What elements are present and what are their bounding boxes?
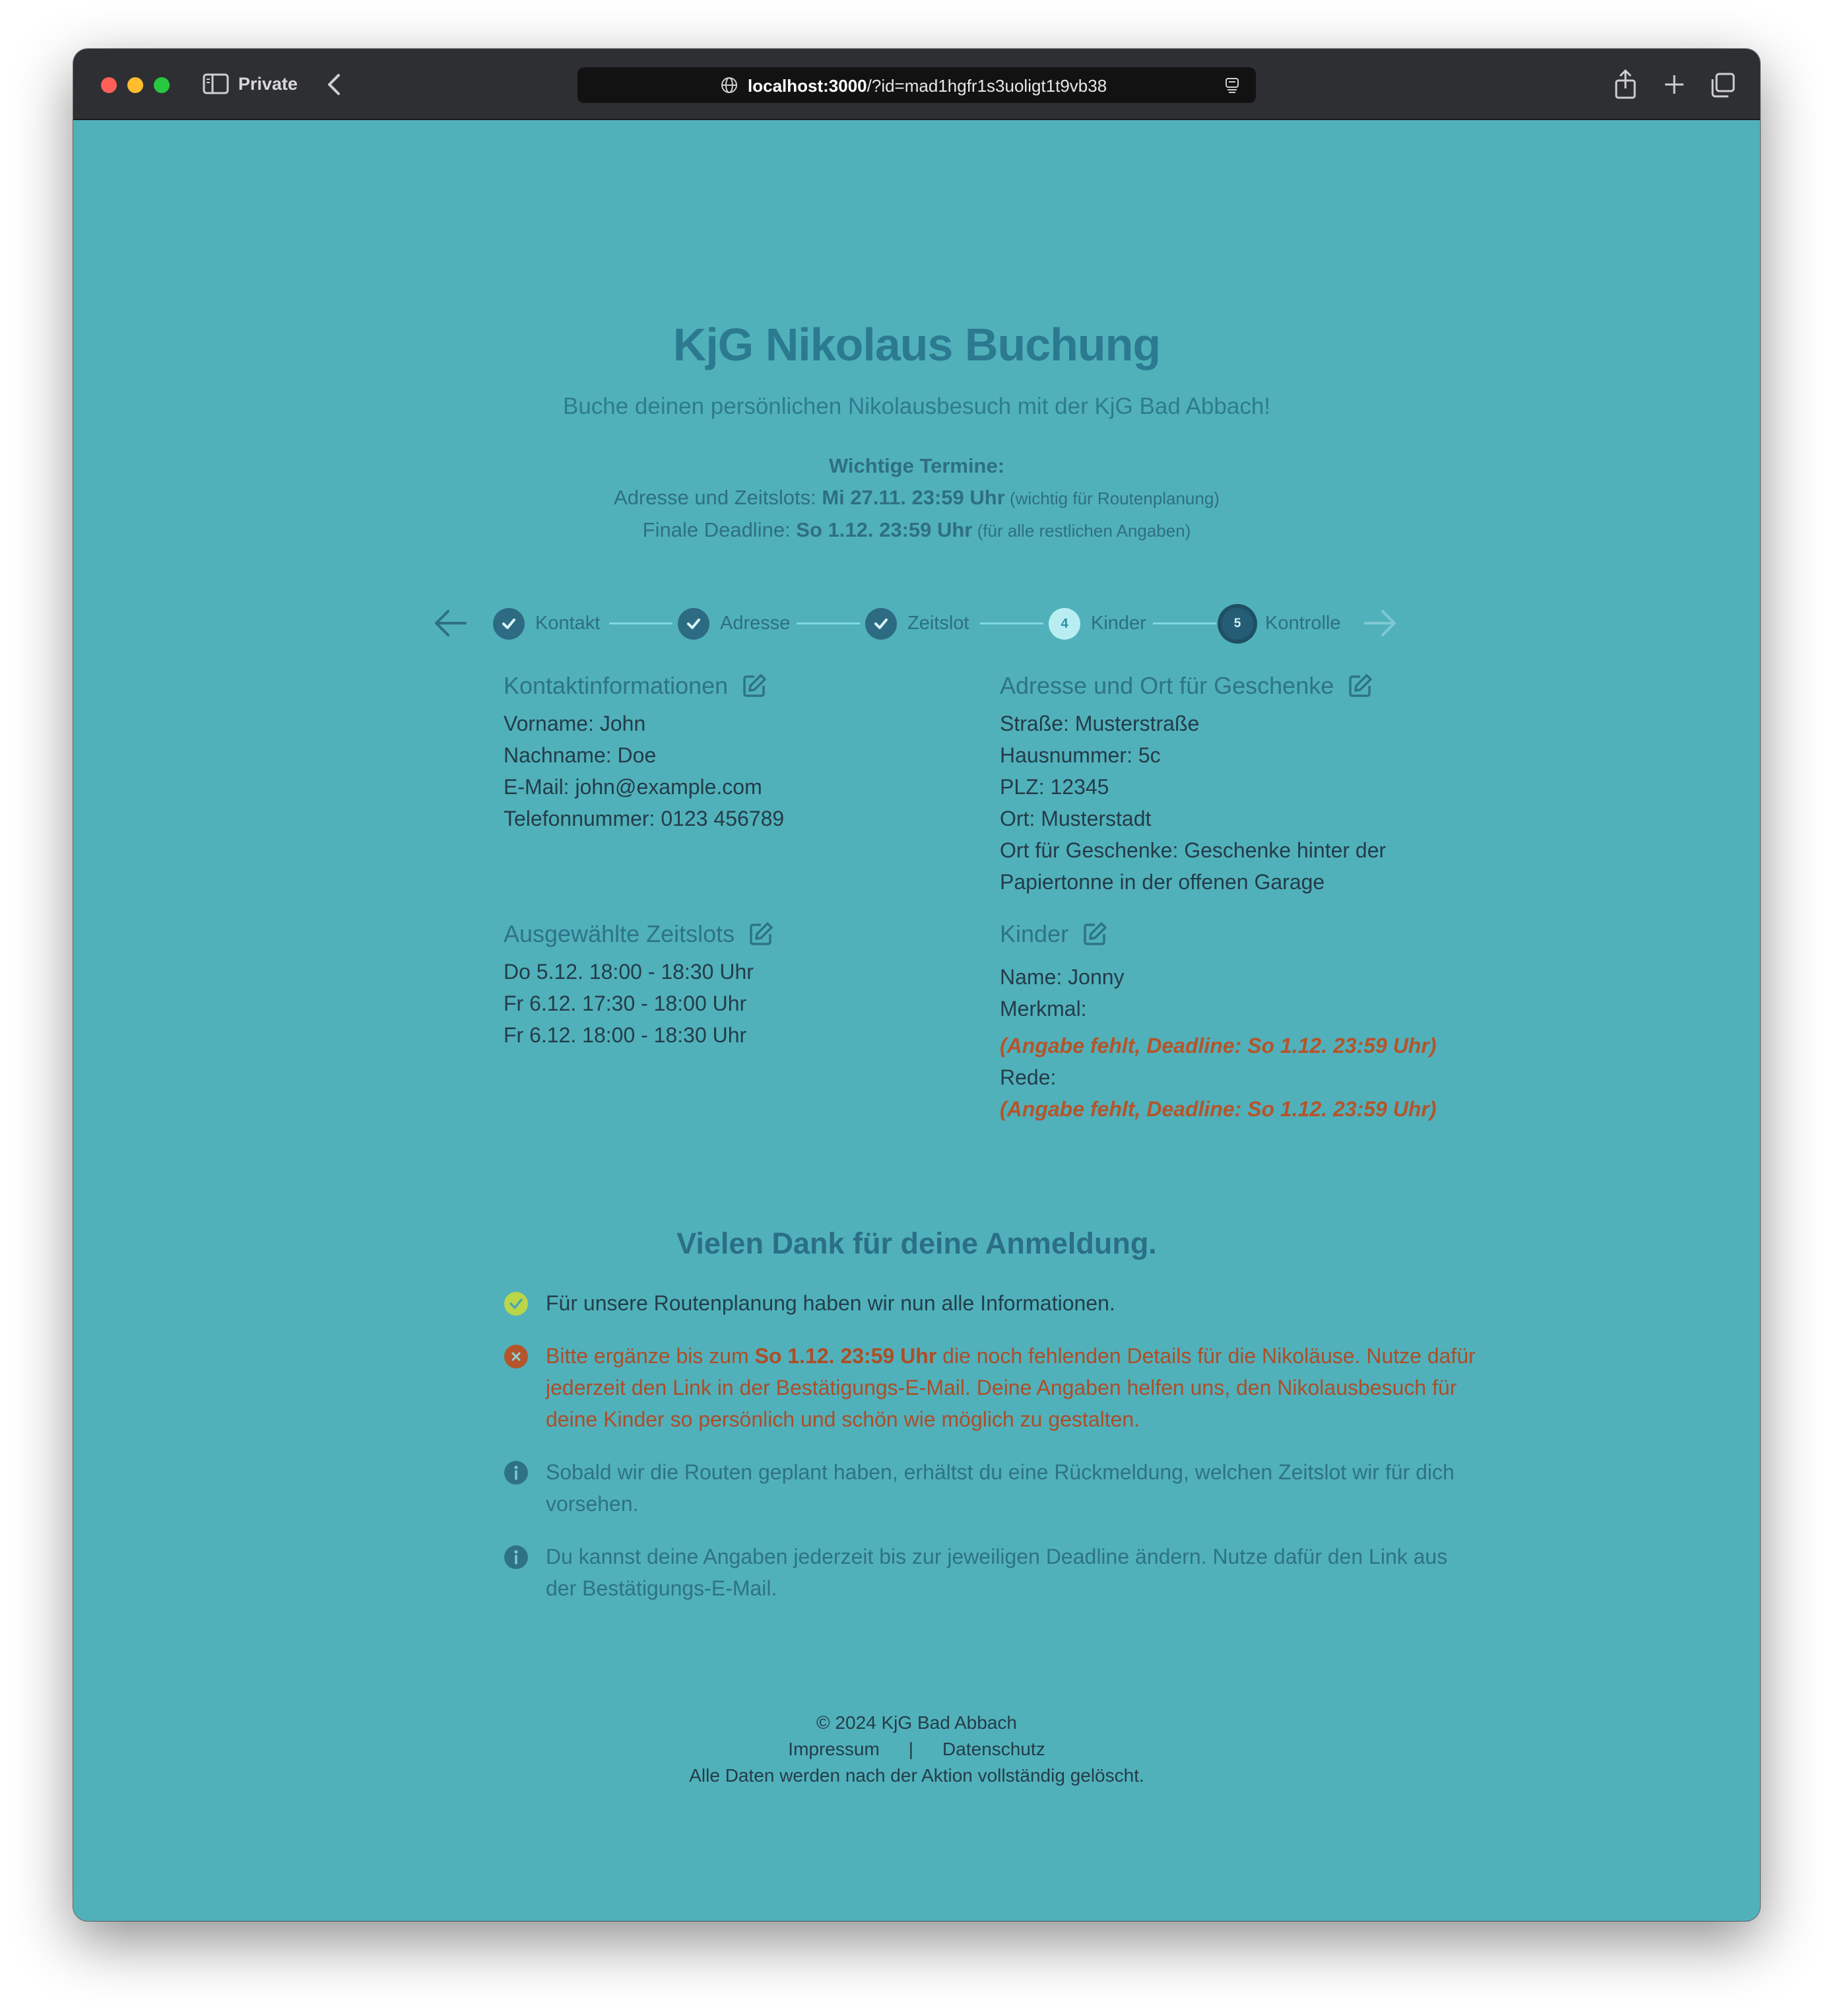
address-street: Straße: Musterstraße <box>1000 712 1200 735</box>
edit-icon[interactable] <box>741 673 768 699</box>
timeslots-section-title <box>504 920 774 948</box>
date2-note: (für alle restlichen Angaben) <box>972 521 1191 541</box>
browser-window <box>73 49 1760 1921</box>
child-rede-missing: (Angabe fehlt, Deadline: So 1.12. 23:59 Uhr) <box>1000 1097 1437 1121</box>
info-circle-icon <box>504 1545 529 1570</box>
step-zeitslot-check-icon[interactable] <box>865 608 897 640</box>
address-title-text: Adresse und Ort für Geschenke <box>1000 672 1334 699</box>
check-circle-icon <box>504 1291 529 1316</box>
page-title: KjG Nikolaus Buchung <box>672 319 1161 370</box>
success-note <box>504 1287 1480 1319</box>
contact-title-text: Kontaktinformationen <box>504 672 729 699</box>
step-zeitslot-label[interactable]: Zeitslot <box>907 613 969 634</box>
children-section-title <box>1000 920 1108 948</box>
step-connector <box>609 622 672 624</box>
child-merkmal-label: Merkmal: <box>1000 997 1087 1021</box>
error-circle-icon <box>504 1344 529 1369</box>
important-dates <box>73 450 1760 547</box>
warning-text-post: die noch fehlenden Details für die Nikoläuse. Nutze dafür jederzeit den Link in der Bestätigungs-E-Mail. Deine Angaben helfen uns, den Nikolausbesuch für deine Kinder so persönlich und schön wie möglich zu gestalten. <box>546 1344 1476 1431</box>
address-gift-location: Ort für Geschenke: Geschenke hinter der <box>1000 838 1387 862</box>
info-note <box>504 1456 1480 1520</box>
info-note-text: Sobald wir die Routen geplant haben, erhältst du eine Rückmeldung, welchen Zeitslot wir für dich vorsehen. <box>546 1460 1455 1516</box>
info-circle-icon <box>504 1460 529 1485</box>
timeslot-item: Fr 6.12. 18:00 - 18:30 Uhr <box>504 1023 747 1047</box>
date2-value: So 1.12. 23:59 Uhr <box>796 518 973 541</box>
address-housenumber: Hausnummer: 5c <box>1000 743 1161 767</box>
edit-icon[interactable] <box>748 921 774 947</box>
zoom-window-button[interactable] <box>154 77 170 93</box>
contact-nachname: Nachname: Doe <box>504 743 657 767</box>
timeslot-item: Do 5.12. 18:00 - 18:30 Uhr <box>504 960 754 984</box>
step-adresse-label[interactable]: Adresse <box>720 613 791 634</box>
step-kinder-label[interactable]: Kinder <box>1091 613 1146 634</box>
child-merkmal-missing: (Angabe fehlt, Deadline: So 1.12. 23:59 Uhr) <box>1000 1034 1437 1058</box>
children-title-text: Kinder <box>1000 920 1069 947</box>
step-connector <box>797 622 860 624</box>
browser-titlebar <box>73 49 1760 120</box>
footer-separator: | <box>908 1739 914 1759</box>
url-text <box>748 76 1107 96</box>
url-host: localhost:3000 <box>748 76 867 96</box>
footer-links <box>73 1736 1760 1763</box>
date1-label: Adresse und Zeitslots: <box>614 486 822 509</box>
confirmation-title: Vielen Dank für deine Anmeldung. <box>676 1226 1157 1260</box>
dates-heading: Wichtige Termine: <box>828 454 1005 477</box>
contact-vorname: Vorname: John <box>504 712 646 735</box>
address-zip: PLZ: 12345 <box>1000 775 1109 799</box>
step-kinder-number[interactable]: 4 <box>1049 608 1080 640</box>
contact-section-title <box>504 672 768 700</box>
date-line-2 <box>73 514 1760 547</box>
warning-note-text <box>546 1340 1480 1435</box>
child-rede-label: Rede: <box>1000 1065 1057 1089</box>
private-label: Private <box>238 74 298 94</box>
contact-email: E-Mail: john@example.com <box>504 775 762 799</box>
step-adresse-check-icon[interactable] <box>678 608 709 640</box>
share-icon[interactable] <box>1611 69 1640 100</box>
previous-step-arrow-icon[interactable] <box>432 609 469 638</box>
step-connector <box>1153 622 1216 624</box>
next-step-arrow-icon[interactable] <box>1361 609 1398 638</box>
step-kontrolle-number[interactable]: 5 <box>1222 608 1253 640</box>
address-bar[interactable] <box>577 67 1256 103</box>
footer-copyright: © 2024 KjG Bad Abbach <box>816 1712 1017 1733</box>
warning-note <box>504 1340 1480 1435</box>
address-section-title <box>1000 672 1373 700</box>
tab-overview-icon[interactable] <box>1709 69 1738 100</box>
datenschutz-link[interactable]: Datenschutz <box>942 1739 1045 1759</box>
timeslots-title-text: Ausgewählte Zeitslots <box>504 920 735 947</box>
globe-icon <box>720 76 738 94</box>
success-note-text: Für unsere Routenplanung haben wir nun alle Informationen. <box>546 1291 1115 1315</box>
info-note-text: Du kannst deine Angaben jederzeit bis zur jeweiligen Deadline ändern. Nutze dafür den Link aus der Bestätigungs-E-Mail. <box>546 1545 1448 1600</box>
date1-value: Mi 27.11. 23:59 Uhr <box>822 486 1005 509</box>
edit-icon[interactable] <box>1082 921 1108 947</box>
child-name: Name: Jonny <box>1000 965 1125 989</box>
page-content <box>73 120 1760 1921</box>
new-tab-icon[interactable] <box>1660 69 1689 100</box>
reader-icon[interactable] <box>1223 76 1241 94</box>
impressum-link[interactable]: Impressum <box>788 1739 880 1759</box>
back-icon[interactable] <box>324 71 344 98</box>
date1-note: (wichtig für Routenplanung) <box>1004 488 1220 508</box>
page-footer <box>73 1710 1760 1789</box>
warning-deadline: So 1.12. 23:59 Uhr <box>754 1344 937 1368</box>
close-window-button[interactable] <box>101 77 117 93</box>
date-line-1 <box>73 482 1760 514</box>
step-kontakt-check-icon[interactable] <box>493 608 525 640</box>
info-note <box>504 1541 1480 1604</box>
contact-phone: Telefonnummer: 0123 456789 <box>504 807 785 830</box>
step-kontakt-label[interactable]: Kontakt <box>535 613 601 634</box>
timeslot-item: Fr 6.12. 17:30 - 18:00 Uhr <box>504 991 747 1015</box>
page-subtitle: Buche deinen persönlichen Nikolausbesuch mit der KjG Bad Abbach! <box>562 393 1271 419</box>
url-path: /?id=mad1hgfr1s3uoligt1t9vb38 <box>867 76 1107 96</box>
address-city: Ort: Musterstadt <box>1000 807 1152 830</box>
warning-text-pre: Bitte ergänze bis zum <box>546 1344 755 1368</box>
sidebar-icon[interactable] <box>203 73 229 95</box>
footer-note: Alle Daten werden nach der Aktion vollständig gelöscht. <box>689 1765 1144 1786</box>
step-kontrolle-label[interactable]: Kontrolle <box>1265 613 1341 634</box>
date2-label: Finale Deadline: <box>642 518 797 541</box>
minimize-window-button[interactable] <box>127 77 143 93</box>
progress-stepper <box>73 597 1760 650</box>
step-connector <box>980 622 1043 624</box>
address-gift-location-cont: Papiertonne in der offenen Garage <box>1000 870 1325 894</box>
edit-icon[interactable] <box>1347 673 1373 699</box>
